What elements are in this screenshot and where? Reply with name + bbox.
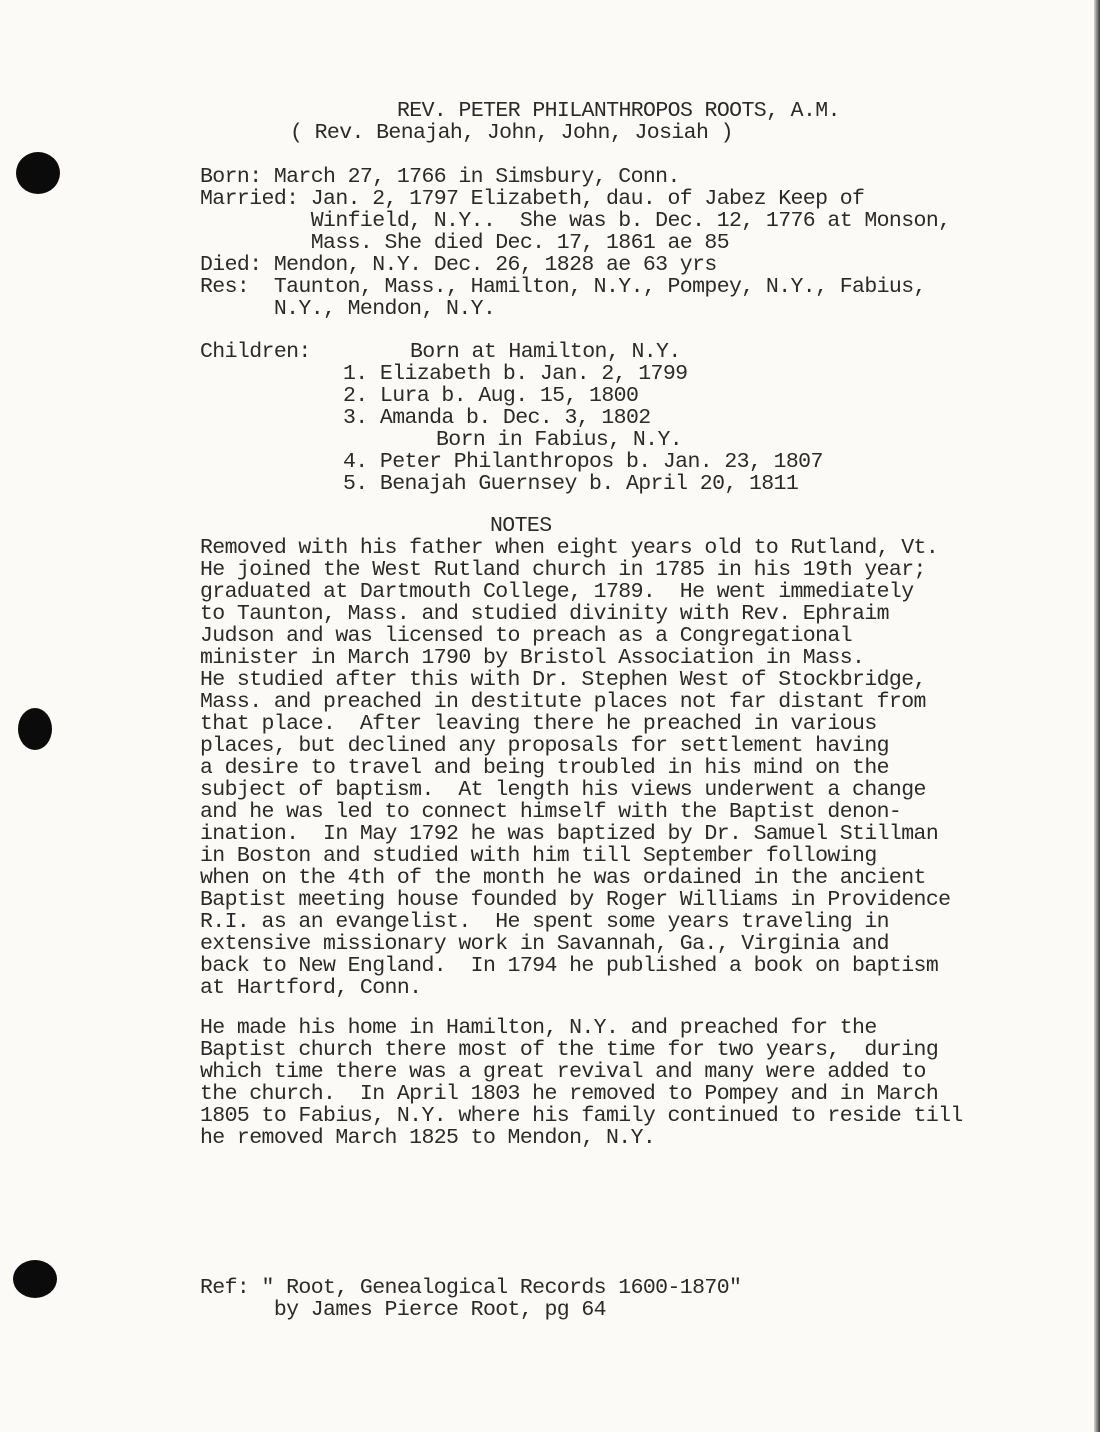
vitals-block [200,166,950,320]
child-item: 2. Lura b. Aug. 15, 1800 [343,384,639,408]
vitals-born: Born: March 27, 1766 in Simsbury, Conn. [200,165,680,189]
notes-line: to Taunton, Mass. and studied divinity with Rev. Ephraim [200,602,889,626]
notes-line: He joined the West Rutland church in 1785 in his 19th year; [200,558,926,582]
notes-line: a desire to travel and being troubled in his mind on the [200,756,889,780]
punch-hole-middle [18,708,52,750]
notes-line: Mass. and preached in destitute places not far distant from [200,690,926,714]
child-item: 5. Benajah Guernsey b. April 20, 1811 [343,472,799,496]
vitals-residence: Res: Taunton, Mass., Hamilton, N.Y., Pompey, N.Y., Fabius, [200,275,926,299]
notes-line: the church. In April 1803 he removed to Pompey and in March [200,1082,939,1106]
punch-hole-bottom [13,1260,57,1298]
document-title: REV. PETER PHILANTHROPOS ROOTS, A.M. [397,99,840,123]
children-label: Children: [200,340,311,364]
notes-line: in Boston and studied with him till September following [200,844,877,868]
notes-line: places, but declined any proposals for settlement having [200,734,889,758]
vitals-married: Married: Jan. 2, 1797 Elizabeth, dau. of Jabez Keep of [200,187,865,211]
notes-line: back to New England. In 1794 he published a book on baptism [200,954,939,978]
child-item: 1. Elizabeth b. Jan. 2, 1799 [343,362,688,386]
child-item: 4. Peter Philanthropos b. Jan. 23, 1807 [343,450,823,474]
notes-line: he removed March 1825 to Mendon, N.Y. [200,1126,656,1150]
vitals-married-cont-1: Winfield, N.Y.. She was b. Dec. 12, 1776 at Monson, [200,209,951,233]
punch-hole-top [16,152,60,194]
notes-line: when on the 4th of the month he was ordained in the ancient [200,866,926,890]
notes-line: Removed with his father when eight years old to Rutland, Vt. [200,536,939,560]
notes-line: extensive missionary work in Savannah, Ga., Virginia and [200,932,889,956]
notes-line: Baptist church there most of the time for two years, during [200,1038,939,1062]
notes-line: He studied after this with Dr. Stephen West of Stockbridge, [200,668,926,692]
vitals-married-cont-2: Mass. She died Dec. 17, 1861 ae 85 [200,231,729,255]
reference-line-cont: by James Pierce Root, pg 64 [200,1298,606,1322]
notes-line: ination. In May 1792 he was baptized by Dr. Samuel Stillman [200,822,939,846]
notes-heading: NOTES [490,514,552,538]
notes-line: 1805 to Fabius, N.Y. where his family continued to reside till [200,1104,963,1128]
vitals-died: Died: Mendon, N.Y. Dec. 26, 1828 ae 63 yrs [200,253,717,277]
children-group-hamilton: Born at Hamilton, N.Y. [410,340,681,364]
notes-line: which time there was a great revival and many were added to [200,1060,926,1084]
notes-line: graduated at Dartmouth College, 1789. He went immediately [200,580,914,604]
page-edge-shadow [1094,0,1100,1432]
notes-line: Baptist meeting house founded by Roger Williams in Providence [200,888,951,912]
lineage-line: ( Rev. Benajah, John, John, Josiah ) [290,121,733,145]
notes-line: R.I. as an evangelist. He spent some years traveling in [200,910,889,934]
notes-line: that place. After leaving there he preached in various [200,712,877,736]
child-item: 3. Amanda b. Dec. 3, 1802 [343,406,651,430]
notes-line: minister in March 1790 by Bristol Association in Mass. [200,646,865,670]
vitals-residence-cont: N.Y., Mendon, N.Y. [200,297,496,321]
notes-line: at Hartford, Conn. [200,976,422,1000]
notes-line: Judson and was licensed to preach as a Congregational [200,624,853,648]
notes-line: He made his home in Hamilton, N.Y. and preached for the [200,1016,877,1040]
children-group-fabius: Born in Fabius, N.Y. [436,428,683,452]
notes-line: subject of baptism. At length his views underwent a change [200,778,926,802]
notes-paragraph-1 [200,537,950,999]
notes-paragraph-2 [200,1017,963,1149]
reference-line: Ref: " Root, Genealogical Records 1600-1870" [200,1276,742,1300]
notes-line: and he was led to connect himself with the Baptist denon- [200,800,902,824]
